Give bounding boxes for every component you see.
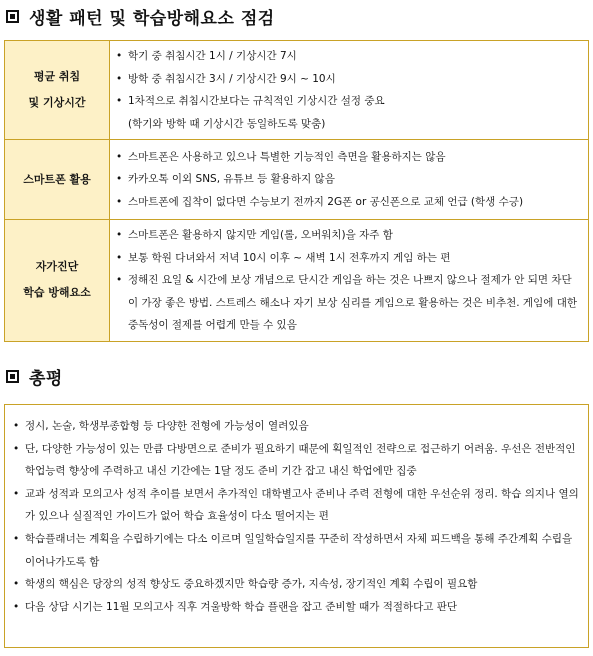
row-header: [5, 220, 110, 342]
row-header: [5, 41, 110, 140]
row-header-line: 자가진단: [35, 260, 79, 274]
list-item: • 카카오톡 이외 SNS, 유튜브 등 활용하지 않음: [116, 168, 580, 191]
list-item: • 1차적으로 취침시간보다는 규칙적인 기상시간 설정 중요: [116, 90, 580, 113]
list-item: • 정해진 요일 & 시간에 보상 개념으로 단시간 게임을 하는 것은 나쁘지 않으나 절제가 안 되면 차단이 가장 좋은 방법. 스트레스 해소나 자기 보상 심리를 게임으로 활용하는 것은 비추천. 게임에 대한 중독성이 절제를 어렵게 만들 수 있음: [116, 269, 580, 337]
list-item: • 학기 중 취침시간 1시 / 기상시간 7시: [116, 45, 580, 68]
row-header-line: 학습 방해요소: [23, 286, 91, 300]
row-header-line: 및 기상시간: [28, 96, 86, 109]
row-content: [110, 41, 589, 140]
list-item: • 다음 상담 시기는 11월 모의고사 직후 겨울방학 학습 플랜을 잡고 준비할 때가 적절하다고 판단: [13, 596, 580, 619]
list-item: • 단, 다양한 가능성이 있는 만큼 다방면으로 준비가 필요하기 때문에 획일적인 전략으로 접근하기 어려움. 우선은 전반적인 학업능력 향상에 주력하고 내신 기간에는 1달 정도 준비 기간 잡고 내신 학업에만 집중: [13, 438, 580, 483]
section-title-text: 생활 패턴 및 학습방해요소 점검: [29, 9, 275, 29]
table-row: [5, 140, 589, 220]
list-item: • 학생의 핵심은 당장의 성적 향상도 중요하겠지만 학습량 증가, 지속성, 장기적인 계획 수립이 필요함: [13, 573, 580, 596]
list-item: • 교과 성적과 모의고사 성적 추이를 보면서 추가적인 대학별고사 준비나 주력 전형에 대한 우선순위 정리. 학습 의지나 열의가 있으나 실질적인 가이드가 없어 학습 효율성이 다소 떨어지는 편: [13, 483, 580, 528]
section-title-lifestyle: [6, 4, 275, 29]
square-icon: [6, 370, 19, 383]
list-item: • 보통 학원 다녀와서 저녁 10시 이후 ~ 새벽 1시 전후까지 게임 하는 편: [116, 247, 580, 270]
table-row: [5, 220, 589, 342]
row-content: [110, 220, 589, 342]
square-icon: [6, 10, 19, 23]
table-row: [5, 41, 589, 140]
list-item: • 스마트폰은 활용하지 않지만 게임(롤, 오버워치)을 자주 함: [116, 224, 580, 247]
row-content: [110, 140, 589, 220]
list-item: • 방학 중 취침시간 3시 / 기상시간 9시 ~ 10시: [116, 68, 580, 91]
section-title-summary: [6, 364, 63, 389]
row-header: [5, 140, 110, 220]
list-item-continuation: (학기와 방학 때 기상시간 동일하도록 맞춤): [128, 117, 326, 130]
row-header-line: 스마트폰 활용: [23, 172, 91, 186]
list-item: • 스마트폰에 집착이 없다면 수능보기 전까지 2G폰 or 공신폰으로 교체 언급 (학생 수긍): [116, 191, 580, 214]
summary-box: [4, 404, 589, 648]
lifestyle-table: [4, 40, 589, 342]
list-item: • 정시, 논술, 학생부종합형 등 다양한 전형에 가능성이 열려있음: [13, 415, 580, 438]
section-title-text: 총평: [29, 369, 63, 389]
list-item: • 스마트폰은 사용하고 있으나 특별한 기능적인 측면을 활용하지는 않음: [116, 146, 580, 169]
row-header-line: 평균 취침: [33, 70, 81, 83]
list-item: • 학습플래너는 계획을 수립하기에는 다소 이르며 일일학습일지를 꾸준히 작성하면서 자체 피드백을 통해 주간계획 수립을 이어나가도록 함: [13, 528, 580, 573]
